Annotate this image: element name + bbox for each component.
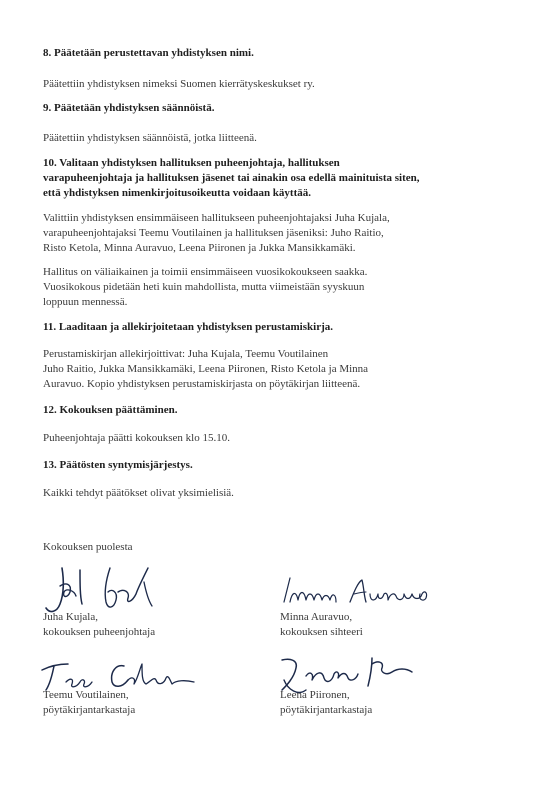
section-9-text: Päätettiin yhdistyksen säännöistä, jotka liitteenä. [43, 132, 257, 144]
section-12-heading: 12. Kokouksen päättäminen. [43, 404, 178, 416]
signatory-name: Leena Piironen, [280, 689, 350, 701]
signatory-role: pöytäkirjantarkastaja [43, 704, 136, 716]
section-10-paragraph-1 [43, 211, 390, 256]
signatory-role: kokouksen puheenjohtaja [43, 626, 156, 638]
section-11-heading: 11. Laaditaan ja allekirjoitetaan yhdistyksen perustamiskirja. [43, 321, 333, 333]
signatory-name: Juha Kujala, [43, 611, 98, 623]
text-line: Hallitus on väliaikainen ja toimii ensimmäiseen vuosikokoukseen saakka. [43, 266, 368, 278]
closing-text: Kokouksen puolesta [43, 541, 133, 553]
signatory-minna-auravuo [280, 610, 363, 640]
signatory-leena-piironen [280, 688, 372, 718]
section-12-text: Puheenjohtaja päätti kokouksen klo 15.10. [43, 432, 230, 444]
section-8-heading: 8. Päätetään perustettavan yhdistyksen nimi. [43, 47, 254, 59]
signatory-teemu-voutilainen [43, 688, 135, 718]
signatory-role: kokouksen sihteeri [280, 626, 363, 638]
signatory-name: Teemu Voutilainen, [43, 689, 129, 701]
section-13-text: Kaikki tehdyt päätökset olivat yksimielisiä. [43, 487, 234, 499]
text-line: Perustamiskirjan allekirjoittivat: Juha Kujala, Teemu Voutilainen [43, 348, 329, 360]
signatory-role: pöytäkirjantarkastaja [280, 704, 373, 716]
heading-line: 10. Valitaan yhdistyksen hallituksen puheenjohtaja, hallituksen [43, 157, 340, 169]
signatory-name: Minna Auravuo, [280, 611, 353, 623]
signature-minna-auravuo [278, 572, 438, 612]
text-line: loppuun mennessä. [43, 296, 128, 308]
text-line: varapuheenjohtajaksi Teemu Voutilainen ja hallituksen jäseniksi: Juho Raitio, [43, 227, 384, 239]
text-line: Vuosikokous pidetään heti kuin mahdollista, mutta viimeistään syyskuun [43, 281, 365, 293]
section-10-paragraph-2 [43, 265, 367, 310]
section-8-text: Päätettiin yhdistyksen nimeksi Suomen kierrätyskeskukset ry. [43, 78, 315, 90]
heading-line: varapuheenjohtaja ja hallituksen jäsenet tai ainakin osa edellä mainituista siten, [43, 172, 420, 184]
signatory-juha-kujala [43, 610, 155, 640]
text-line: Juho Raitio, Jukka Mansikkamäki, Leena Piironen, Risto Ketola ja Minna [43, 363, 369, 375]
heading-line: että yhdistyksen nimenkirjoitusoikeutta voidaan käyttää. [43, 187, 312, 199]
section-11-text [43, 347, 368, 392]
text-line: Auravuo. Kopio yhdistyksen perustamiskirjasta on pöytäkirjan liitteenä. [43, 378, 361, 390]
section-9-heading: 9. Päätetään yhdistyksen säännöistä. [43, 102, 215, 114]
text-line: Valittiin yhdistyksen ensimmäiseen hallitukseen puheenjohtajaksi Juha Kujala, [43, 212, 390, 224]
text-line: Risto Ketola, Minna Auravuo, Leena Piironen ja Jukka Mansikkamäki. [43, 242, 356, 254]
section-13-heading: 13. Päätösten syntymisjärjestys. [43, 459, 193, 471]
section-10-heading [43, 156, 419, 201]
